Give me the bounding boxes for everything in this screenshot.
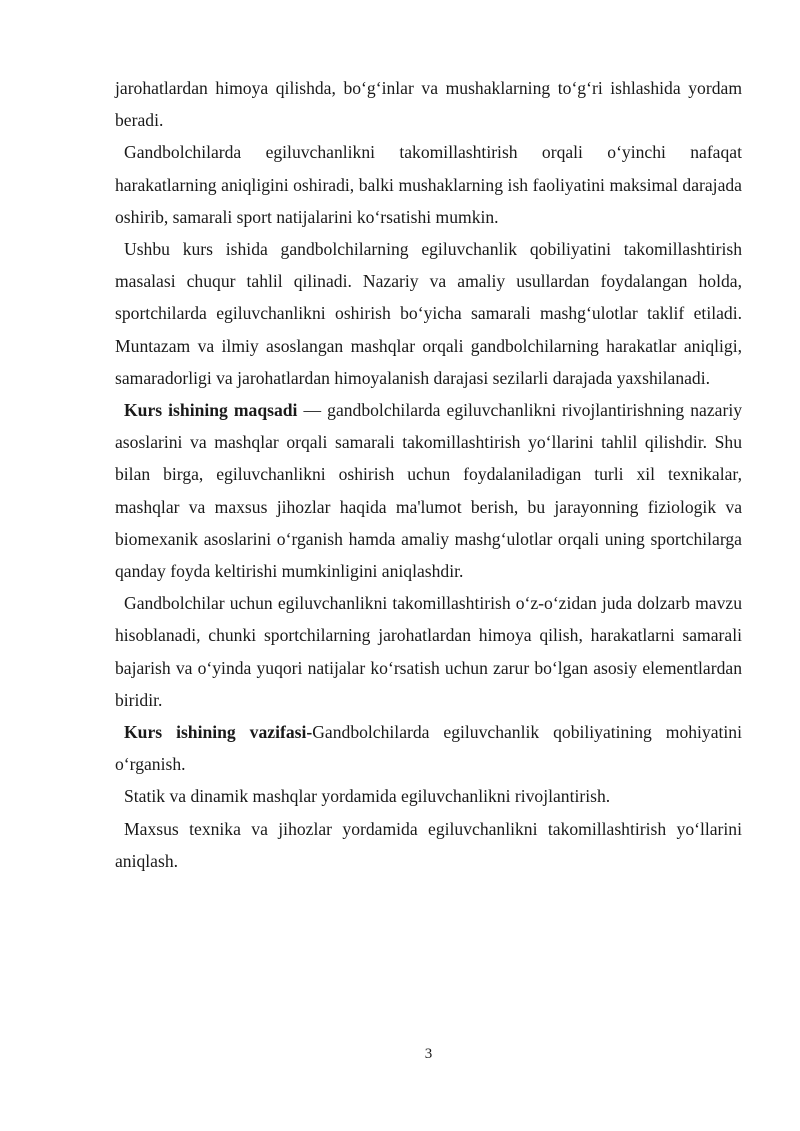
paragraph-text: Gandbolchilar uchun egiluvchanlikni takomillashtirish o‘z-o‘zidan juda dolzarb mavzu hisoblanadi, chunki sportchilarning jarohatlardan himoya qilish, harakatlarni samarali bajarish va o‘yinda yuqori natijalar ko‘rsatish uchun zarur bo‘lgan asosiy elementlardan biridir. bbox=[115, 593, 742, 710]
paragraph-text: Ushbu kurs ishida gandbolchilarning egiluvchanlik qobiliyatini takomillashtirish masalasi chuqur tahlil qilinadi. Nazariy va amaliy usullardan foydalangan holda, sportchilarda egiluvchanlikni oshirish bo‘yicha samarali mashg‘ulotlar taklif etiladi. Muntazam va ilmiy asoslangan mashqlar orqali gandbolchilarning harakatlar aniqligi, samaradorligi va jarohatlardan himoyalanish darajasi sezilarli darajada yaxshilanadi. bbox=[115, 239, 742, 388]
paragraph-course-work bbox=[115, 233, 742, 394]
paragraph-text: — gandbolchilarda egiluvchanlikni rivojlantirishning nazariy asoslarini va mashqlar orqali samarali takomillashtirish yo‘llarini tahlil qilishdir. Shu bilan birga, egiluvchanlikni oshirish uchun foydalaniladigan turli xil texnikalar, mashqlar va maxsus jihozlar haqida ma'lumot berish, bu jarayonning fiziologik va biomexanik asoslarini o‘rganish hamda amaliy mashg‘ulotlar orqali uning sportchilarga qanday foyda keltirishi mumkinligini aniqlashdir. bbox=[115, 400, 743, 582]
goal-heading: Kurs ishining maqsadi bbox=[124, 400, 298, 421]
paragraph-continuation bbox=[115, 72, 742, 136]
document-body bbox=[115, 72, 742, 877]
page-number: 3 bbox=[424, 1046, 433, 1062]
paragraph-text: Gandbolchilarda egiluvchanlik qobiliyatining mohiyatini o‘rganish. bbox=[115, 722, 742, 775]
paragraph-improvement bbox=[115, 136, 742, 233]
paragraph-text: jarohatlardan himoya qilishda, bo‘g‘inlar va mushaklarning to‘g‘ri ishlashida yordam beradi. bbox=[115, 78, 742, 131]
paragraph-text: Maxsus texnika va jihozlar yordamida egiluvchanlikni takomillashtirish yo‘llarini aniqlash. bbox=[115, 818, 742, 871]
paragraph-task-equipment bbox=[115, 813, 742, 877]
paragraph-relevance bbox=[115, 587, 742, 716]
paragraph-text: Statik va dinamik mashqlar yordamida egiluvchanlikni rivojlantirish. bbox=[124, 786, 611, 807]
paragraph-tasks bbox=[115, 716, 742, 780]
paragraph-text: Gandbolchilarda egiluvchanlikni takomillashtirish orqali o‘yinchi nafaqat harakatlarning aniqligini oshiradi, balki mushaklarning ish faoliyatini maksimal darajada oshirib, samarali sport natijalarini ko‘rsatishi mumkin. bbox=[115, 142, 742, 227]
tasks-heading: Kurs ishining vazifasi- bbox=[124, 722, 313, 743]
paragraph-task-static-dynamic bbox=[115, 780, 742, 812]
paragraph-goal bbox=[115, 394, 742, 587]
